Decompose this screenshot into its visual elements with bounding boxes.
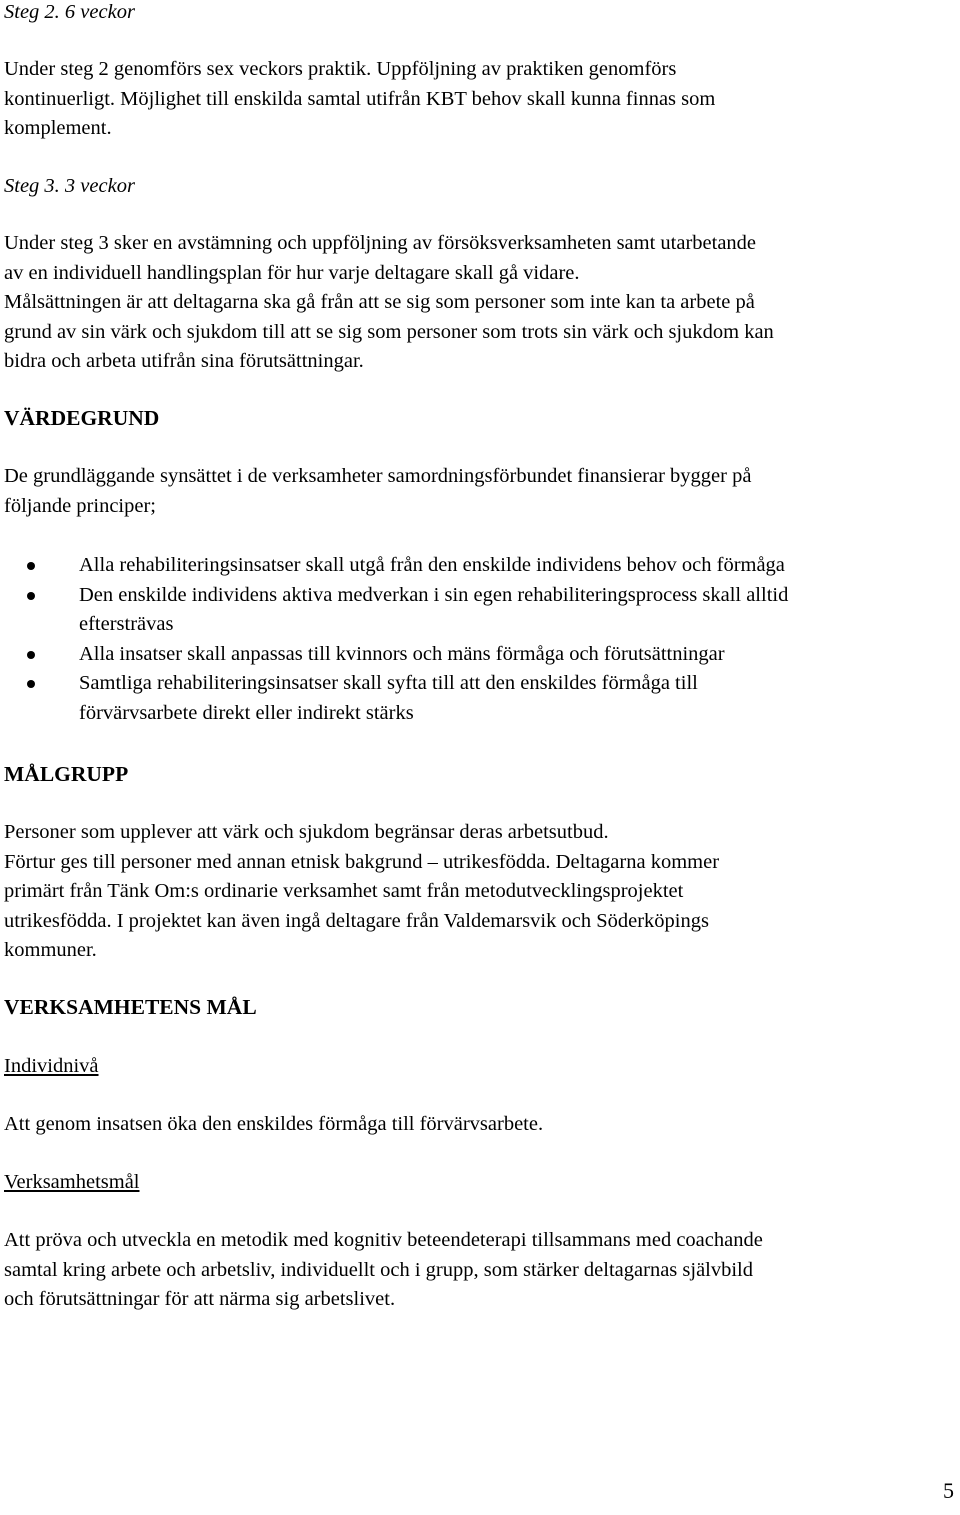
step3-line: bidra och arbeta utifrån sina förutsättningar. <box>4 350 364 372</box>
bullet-icon <box>27 680 35 688</box>
step2-paragraph <box>4 55 956 144</box>
vardegrund-heading: VÄRDEGRUND <box>4 406 160 430</box>
verksamhetsmal-paragraph <box>4 1226 956 1315</box>
step3-line: Målsättningen är att deltagarna ska gå från att se sig som personer som inte kan ta arbete på <box>4 291 755 313</box>
malgrupp-line: primärt från Tänk Om:s ordinarie verksamhet samt från metodutvecklingsprojektet <box>4 880 684 902</box>
principle-line: förvärvsarbete direkt eller indirekt stärks <box>79 701 414 724</box>
principle-line: Den enskilde individens aktiva medverkan i sin egen rehabiliteringsprocess skall alltid <box>79 583 789 606</box>
principle-line: Alla rehabiliteringsinsatser skall utgå från den enskilde individens behov och förmåga <box>79 554 785 576</box>
step2-line: Under steg 2 genomförs sex veckors praktik. Uppföljning av praktiken genomförs <box>4 58 677 80</box>
verksamhetens-mal-heading: VERKSAMHETENS MÅL <box>4 995 257 1019</box>
verksamhetsmal-line: Att pröva och utveckla en metodik med kognitiv beteendeterapi tillsammans med coachande <box>4 1229 763 1251</box>
step2-line: kontinuerligt. Möjlighet till enskilda samtal utifrån KBT behov skall kunna finnas som <box>4 87 716 110</box>
malgrupp-line: utrikesfödda. I projektet kan även ingå deltagare från Valdemarsvik och Söderköpings <box>4 909 709 932</box>
principle-item <box>4 669 956 728</box>
step3-line: Under steg 3 sker en avstämning och uppföljning av försöksverksamheten samt utarbetande <box>4 232 757 254</box>
principle-line: Samtliga rehabiliteringsinsatser skall syfta till att den enskildes förmåga till <box>79 672 698 694</box>
malgrupp-line: kommuner. <box>4 939 97 961</box>
principle-item <box>4 640 956 670</box>
malgrupp-heading: MÅLGRUPP <box>4 762 129 786</box>
vardegrund-intro <box>4 462 956 521</box>
bullet-icon <box>27 592 35 600</box>
malgrupp-line: Personer som upplever att värk och sjukdom begränsar deras arbetsutbud. <box>4 821 609 843</box>
bullet-icon <box>27 562 35 570</box>
bullet-icon <box>27 651 35 659</box>
step2-heading: Steg 2. 6 veckor <box>4 1 135 23</box>
malgrupp-line: Förtur ges till personer med annan etnisk bakgrund – utrikesfödda. Deltagarna kommer <box>4 850 720 873</box>
vardegrund-intro-line: följande principer; <box>4 494 156 517</box>
verksamhetsmal-line: och förutsättningar för att närma sig arbetslivet. <box>4 1288 396 1310</box>
verksamhetsmal-subheading: Verksamhetsmål <box>4 1171 140 1193</box>
principle-line: eftersträvas <box>79 613 174 635</box>
step3-line: grund av sin värk och sjukdom till att se sig som personer som trots sin värk och sjukdom kan <box>4 320 774 343</box>
verksamhetsmal-line: samtal kring arbete och arbetsliv, individuellt och i grupp, som stärker deltagarnas självbild <box>4 1258 754 1281</box>
malgrupp-paragraph <box>4 818 956 966</box>
principle-item <box>4 551 956 581</box>
vardegrund-intro-line: De grundläggande synsättet i de verksamheter samordningsförbundet finansierar bygger på <box>4 465 752 487</box>
principles-list <box>4 551 956 728</box>
principle-line: Alla insatser skall anpassas till kvinnors och mäns förmåga och förutsättningar <box>79 642 725 665</box>
step3-heading: Steg 3. 3 veckor <box>4 175 135 197</box>
individniva-text: Att genom insatsen öka den enskildes förmåga till förvärvsarbete. <box>4 1113 544 1135</box>
page-number: 5 <box>943 1478 954 1503</box>
principle-item <box>4 581 956 640</box>
step3-paragraph <box>4 229 956 377</box>
step2-line: komplement. <box>4 117 112 139</box>
individniva-subheading: Individnivå <box>4 1055 99 1077</box>
step3-line: av en individuell handlingsplan för hur varje deltagare skall gå vidare. <box>4 261 580 284</box>
